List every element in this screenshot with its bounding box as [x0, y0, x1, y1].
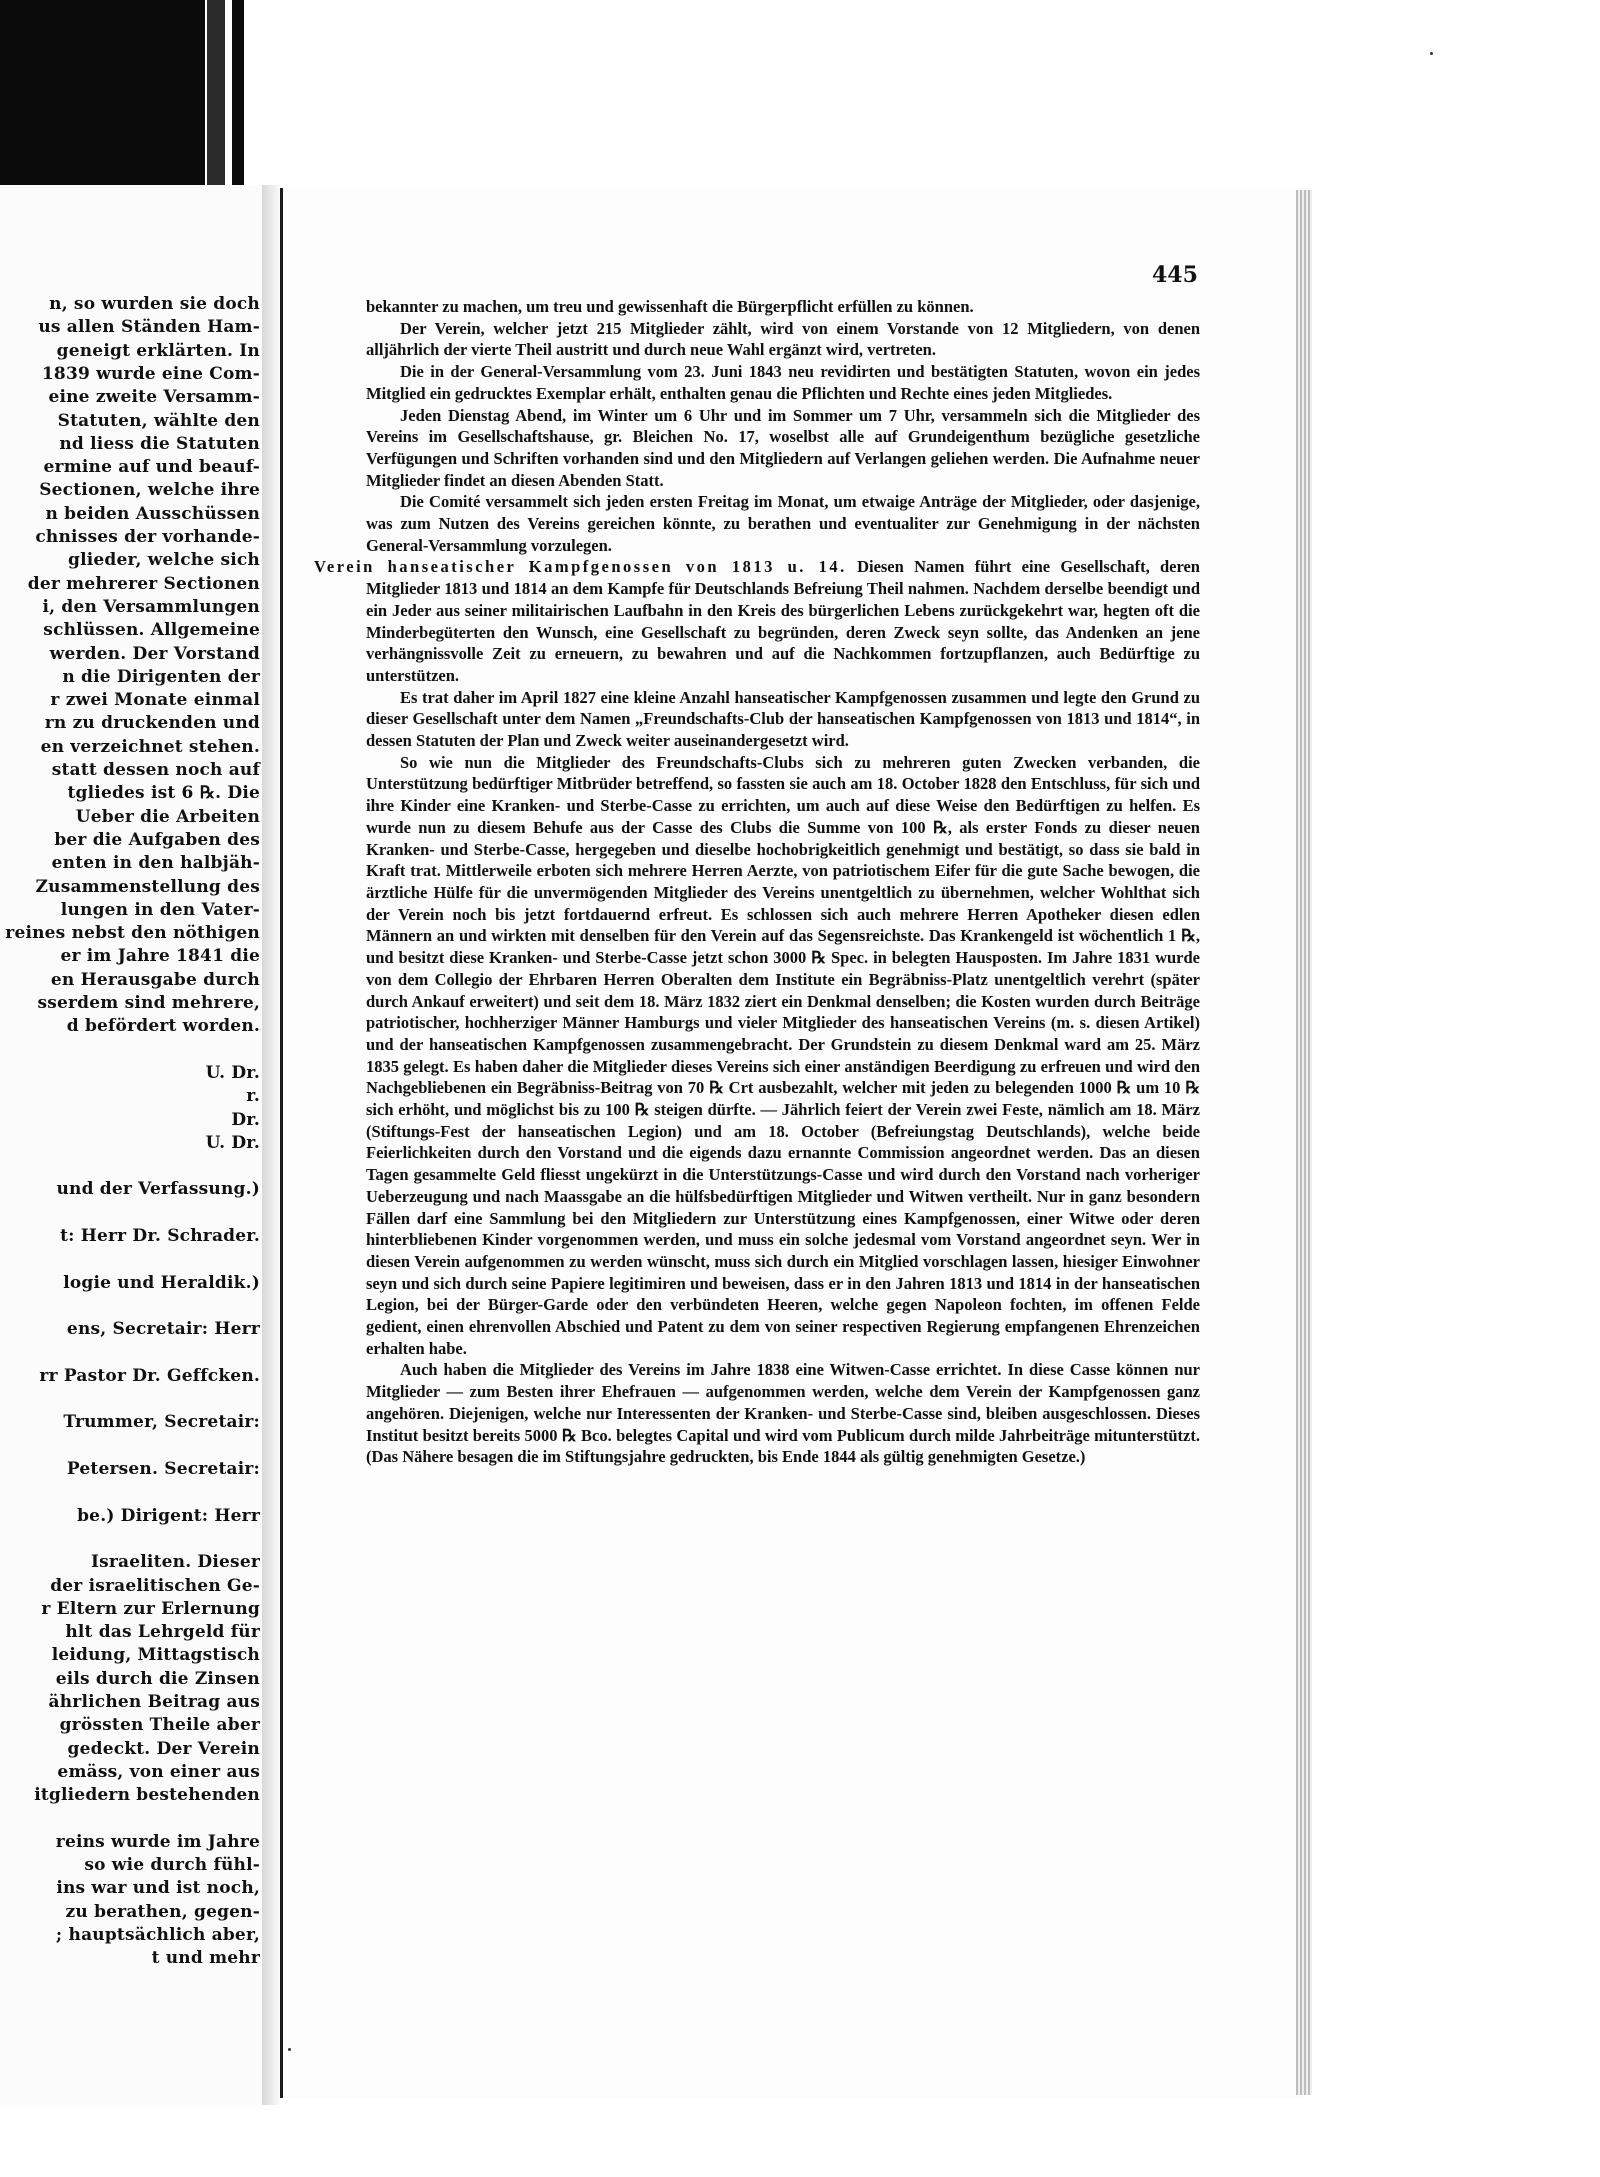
left-page-line: n, so wurden sie doch [49, 294, 260, 314]
section-entry [314, 556, 1200, 686]
binding-stripe [232, 0, 244, 190]
left-page-line: ber die Aufgaben des [54, 829, 260, 850]
scan-speck [1430, 52, 1433, 55]
section-heading: Verein hanseatischer Kampfgenossen von 1813 u. 14. [314, 557, 847, 577]
left-page-line: sserdem sind mehrere, [37, 993, 260, 1013]
section-heading-text: Diesen Namen führt eine Gesellschaft, deren Mitglieder 1813 und 1814 an dem Kampfe für Deutschlands Befreiung Theil nahmen. Nachdem derselbe beendigt und ein Jeder aus seiner militairischen Laufbahn in den Kreis des bürgerlichen Lebens zurückgekehrt war, hegten oft die Minderbegüterten den Wunsch, eine Gesellschaft zu begründen, deren Zweck seyn sollte, das Andenken an jene verhängnissvolle Zeit zu erneuern, zu bewahren und auf die Nachkommen fortzupflanzen, auch Bedürftige zu unterstützen. [366, 557, 1200, 685]
left-page-line: rr Pastor Dr. Geffcken. [39, 1365, 260, 1386]
left-page-line: werden. Der Vorstand [49, 643, 260, 664]
left-page [0, 185, 264, 2105]
page-edge [1296, 190, 1312, 2095]
left-page-line: Dr. [231, 1109, 260, 1130]
left-page-line: glieder, welche sich [68, 550, 260, 571]
left-page-line: nd liess die Statuten [59, 433, 260, 454]
left-page-line: ; hauptsächlich aber, [55, 1925, 260, 1945]
left-page-line: 1839 wurde eine Com- [41, 363, 260, 384]
left-page-line: eine zweite Versamm- [48, 387, 260, 408]
paragraph: Auch haben die Mitglieder des Vereins im Jahre 1838 eine Witwen-Casse errichtet. In diese Casse können nur Mitglieder — zum Besten ihrer Ehefrauen — aufgenommen werden, welche dem Verein der Kampfgenossen ganz angehören. Diejenigen, welche nur Interessenten der Kranken- und Sterbe-Casse sind, bleiben ausgeschlossen. Dieses Institut besitzt bereits 5000 ℞ Bco. belegtes Capital und wird vom Publicum durch milde Jahrbeiträge mitunterstützt. (Das Nähere besagen die im Stiftungsjahre gedruckten, bis Ende 1844 als gültig genehmigten Gesetze.) [366, 1360, 1200, 1467]
left-page-line: der israelitischen Ge- [50, 1575, 260, 1596]
left-page-line: ens, Secretair: Herr [66, 1319, 260, 1340]
left-page-line: i, den Versammlungen [42, 596, 260, 617]
left-page-line: Sectionen, welche ihre [39, 480, 260, 501]
left-page-line: und der Verfassung.) [56, 1179, 260, 1200]
left-page-line: en Herausgabe durch [50, 969, 260, 990]
page-gutter [262, 185, 280, 2105]
left-page-line: tgliedes ist 6 ℞. Die [67, 783, 260, 804]
left-page-line: eils durch die Zinsen [55, 1668, 260, 1689]
left-page-line: reins wurde im Jahre [55, 1831, 260, 1852]
left-page-line: geneigt erklärten. In [56, 340, 260, 361]
left-page-line: reines nebst den nöthigen [5, 923, 260, 944]
left-page-line: rn zu druckenden und [44, 713, 260, 734]
right-page-text [314, 296, 1200, 1468]
left-page-line: statt dessen noch auf [51, 760, 260, 780]
left-page-line: d befördert worden. [66, 1016, 260, 1037]
left-page-line: be.) Dirigent: Herr [77, 1505, 260, 1526]
left-page-line: zu berathen, gegen- [65, 1901, 260, 1922]
left-page-line: Ueber die Arbeiten [75, 806, 260, 827]
paragraph: Die Comité versammelt sich jeden ersten Freitag im Monat, um etwaige Anträge der Mitglieder, oder dasjenige, was zum Nutzen des Vereins gereichen könnte, zu berathen und eventualiter zur Genehmigung in der nächsten General-Versammlung vorzulegen. [366, 492, 1200, 555]
left-page-line: emäss, von einer aus [57, 1761, 260, 1782]
left-page-line: t und mehr [151, 1948, 260, 1969]
left-page-line: chnisses der vorhande- [35, 527, 260, 547]
left-page-line: n die Dirigenten der [62, 666, 260, 687]
left-page-line: lungen in den Vater- [60, 899, 260, 920]
left-page-line: us allen Ständen Ham- [38, 317, 260, 338]
paragraph: bekannter zu machen, um treu und gewissenhaft die Bürgerpflicht erfüllen zu können. [366, 297, 974, 316]
left-page-line: Trummer, Secretair: [63, 1412, 260, 1433]
left-page-line: er im Jahre 1841 die [60, 946, 260, 967]
left-page-line: grössten Theile aber [59, 1715, 260, 1736]
left-page-line: ermine auf und beauf- [43, 457, 260, 478]
left-page-line: der mehrerer Sectionen [27, 573, 260, 594]
binding-shadow [0, 0, 205, 190]
left-page-line: so wie durch fühl- [84, 1855, 260, 1876]
left-page-line: U. Dr. [205, 1132, 260, 1153]
left-page-line: itgliedern bestehenden [34, 1785, 260, 1806]
binding-stripe [207, 0, 225, 190]
left-page-line: U. Dr. [205, 1062, 260, 1083]
left-page-line: r zwei Monate einmal [50, 690, 260, 711]
left-page-line: Petersen. Secretair: [66, 1459, 260, 1479]
paragraph: Der Verein, welcher jetzt 215 Mitglieder zählt, wird von einem Vorstande von 12 Mitgliedern, von denen alljährlich der vierte Theil austritt und durch neue Wahl ergänzt wird, vertreten. [366, 318, 1200, 360]
left-page-line: en verzeichnet stehen. [40, 736, 260, 757]
left-page-line: n beiden Ausschüssen [45, 503, 260, 524]
left-page-line: ins war und ist noch, [56, 1878, 260, 1899]
left-page-line: r Eltern zur Erlernung [41, 1598, 260, 1619]
paragraph: Jeden Dienstag Abend, im Winter um 6 Uhr und im Sommer um 7 Uhr, versammeln sich die Mitglieder des Vereins im Gesellschaftshause, gr. Bleichen No. 17, woselbst alle auf Grundeigenthum bezügliche gesetzliche Verfügungen und Schriften vorhanden sind und den Mitgliedern auf Verlangen geliehen werden. Die Aufnahme neuer Mitglieder findet an diesen Abenden Statt. [366, 405, 1200, 490]
scan-speck [288, 2048, 291, 2051]
paragraph: So wie nun die Mitglieder des Freundschafts-Clubs sich zu mehreren guten Zwecken verbanden, die Unterstützung bedürftiger Mitbrüder betreffend, so fassten sie auch am 18. October 1828 den Entschluss, für sich und ihre Kinder eine Kranken- und Sterbe-Casse zu errichten, um auch auf diese Weise den Bedürftigen zu helfen. Es wurde nun zu diesem Behufe aus der Casse des Clubs die Summe von 100 ℞, als erster Fonds zu dieser neuen Kranken- und Sterbe-Casse, hergegeben und dieselbe hochobrigkeitlich genehmigt und bestätigt, so dass sie bald in Kraft trat. Mittlerweile erboten sich mehrere Herren Aerzte, von patriotischem Eifer für die gute Sache bewogen, die ärztliche Hülfe für die unvermögenden Mitglieder des Vereins unentgeltlich zu übernehmen, welcher Wohlthat sich der Verein noch bis jetzt fortdauernd erfreut. Es schlossen sich auch mehrere Herren Apotheker diesen edlen Männern an und wirkten mit denselben für den Verein auf das Segensreichste. Das Krankengeld ist wöchentlich 1 ℞, und besitzt diese Kranken- und Sterbe-Casse jetzt schon 3000 ℞ Spec. in belegten Hausposten. Im Jahre 1831 wurde von dem Collegio der Ehrbaren Herren Oberalten dem Institute ein Begräbniss-Platz unentgeltlich verehrt (später durch Ankauf erweitert) und seit dem 18. März 1832 ziert ein Denkmal denselben; die Kosten wurden durch Beiträge patriotischer, hochherziger Männer Hamburgs und vieler Mitglieder des hanseatischen Vereins (m. s. diesen Artikel) und der hanseatischen Kampfgenossen zusammengebracht. Der Grundstein zu diesem Denkmal ward am 25. März 1835 gelegt. Es haben daher die Mitglieder dieses Vereins sich einer anständigen Beerdigung zu erfreuen und wird den Nachgebliebenen ein Begräbniss-Beitrag von 70 ℞ Crt ausbezahlt, welcher mit jeden zu belegenden 1000 ℞ um 10 ℞ sich erhöht, und möglichst bis zu 100 ℞ steigen dürfte. — Jährlich feiert der Verein zwei Feste, nämlich am 18. März (Stiftungs-Fest der hanseatischen Legion) und am 18. October (Befreiungstag Deutschlands), welche beide Feierlichkeiten durch den Vorstand und die eigends dazu ernannte Commission angeordnet werden. Das an diesen Tagen gesammelte Geld fliesst ungekürzt in die Unterstützungs-Casse und wird durch den Vorstand nach vorheriger Ueberzeugung und nach Maassgabe an die hülfsbedürftigen Mitglieder und Witwen vertheilt. Nur in ganz besondern Fällen darf eine Sammlung bei den Mitgliedern zur Unterstützung eines Kampfgenossen, einer Witwe oder deren hinterbliebenen Kinder vorgenommen werden, und muss ein solche jedesmal vom Vorstand angeordnet seyn. Wer in diesen Verein aufgenommen zu werden wünscht, muss sich durch ein Mitglied vorschlagen lassen, hiesiger Einwohner seyn und sich durch seine Papiere legitimiren und beweisen, dass er in den Jahren 1813 und 1814 in der hanseatischen Legion, bei der Bürger-Garde oder den verbündeten Heeren, welche gegen Napoleon fochten, im offenen Felde gedient, einen ehrenvollen Abschied und Patent zu dem von seiner respectiven Regierung empfangenen Ehrenzeichen erhalten habe. [366, 752, 1200, 1358]
left-page-line: logie und Heraldik.) [63, 1272, 260, 1293]
left-page-line: r. [246, 1086, 260, 1107]
left-page-line: hlt das Lehrgeld für [65, 1622, 260, 1643]
paragraph: Die in der General-Versammlung vom 23. Juni 1843 neu revidirten und bestätigten Statuten, wovon ein jedes Mitglied ein gedrucktes Exemplar erhält, enthalten genau die Pflichten und Rechte eines jeden Mitgliedes. [366, 362, 1200, 403]
left-page-line: Israeliten. Dieser [90, 1552, 260, 1573]
left-page-line: leidung, Mittagstisch [51, 1645, 260, 1666]
page-number: 445 [1152, 262, 1198, 288]
left-page-line: enten in den halbjäh- [51, 853, 260, 874]
paragraph: Es trat daher im April 1827 eine kleine Anzahl hanseatischer Kampfgenossen zusammen und legte den Grund zu dieser Gesellschaft unter dem Namen „Freundschafts-Club der hanseatischen Kampfgenossen von 1813 und 1814“, in dessen Statuten der Plan und Zweck weiter auseinandergesetzt wird. [366, 687, 1200, 751]
left-page-line: gedeckt. Der Verein [67, 1738, 260, 1759]
left-page-line: Statuten, wählte den [57, 410, 260, 431]
left-page-line: ährlichen Beitrag aus [48, 1692, 260, 1712]
left-page-line: schlüssen. Allgemeine [43, 620, 260, 641]
left-page-line: t: Herr Dr. Schrader. [60, 1226, 260, 1246]
left-page-line: Zusammenstellung des [35, 876, 260, 897]
